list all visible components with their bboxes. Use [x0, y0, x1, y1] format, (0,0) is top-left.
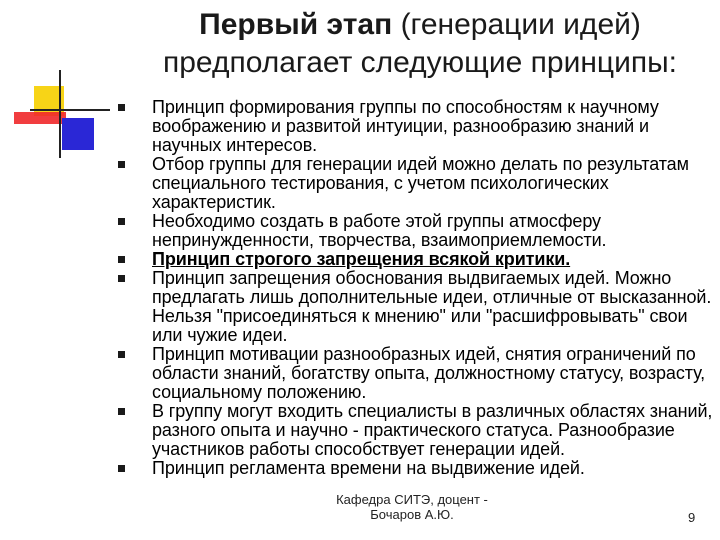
footer-line-2: Бочаров А.Ю. — [370, 507, 454, 522]
bullet-item — [118, 212, 718, 250]
bullet-square-icon — [118, 351, 125, 358]
bullet-square-icon — [118, 104, 125, 111]
bullet-item — [118, 345, 718, 402]
bullet-square-icon — [118, 161, 125, 168]
title-bold-part: Первый этап — [199, 8, 393, 41]
bullet-square-icon — [118, 275, 125, 282]
bullet-text: Принцип формирования группы по способностям к научному воображению и развитой интуиции, разнообразию знаний и научных интересов. — [152, 97, 659, 155]
bullet-item — [118, 459, 718, 478]
title-rest-part: (генерации идей) — [400, 8, 641, 41]
bullet-square-icon — [118, 465, 125, 472]
bullet-square-icon — [118, 408, 125, 415]
bullet-item — [118, 98, 718, 155]
title-line-2: предполагает следующие принципы: — [163, 46, 677, 79]
bullet-item — [118, 402, 718, 459]
slide-title — [130, 6, 710, 82]
bullet-text: Принцип запрещения обоснования выдвигаемых идей. Можно предлагать лишь дополнительные идеи, отличные от высказанной. Нельзя "присоединяться к мнению" или "расшифровывать" свои или чужие идеи. — [152, 268, 712, 345]
bullet-list — [118, 98, 718, 478]
bullet-item — [118, 269, 718, 345]
bullet-text: Принцип мотивации разнообразных идей, снятия ограничений по области знаний, богатству опыта, должностному статусу, возрасту, социальному положению. — [152, 344, 706, 402]
bullet-text: Принцип строгого запрещения всякой критики. — [152, 249, 571, 269]
bullet-text: Необходимо создать в работе этой группы атмосферу непринужденности, творчества, взаимоприемлемости. — [152, 211, 607, 250]
bullet-item-emphasized — [118, 250, 718, 269]
page-number: 9 — [688, 510, 696, 525]
bullet-square-icon — [118, 256, 125, 263]
bullet-text: Отбор группы для генерации идей можно делать по результатам специального тестирования, с учетом психологических характеристик. — [152, 154, 689, 212]
bullet-item — [118, 155, 718, 212]
decorative-squares-graphic — [0, 0, 120, 170]
bullet-text: Принцип регламента времени на выдвижение идей. — [152, 458, 585, 478]
footer-line-1: Кафедра СИТЭ, доцент - — [336, 492, 488, 507]
blue-square — [62, 118, 94, 150]
slide-footer — [322, 492, 502, 522]
bullet-square-icon — [118, 218, 125, 225]
bullet-text: В группу могут входить специалисты в различных областях знаний, разного опыта и научно - практического статуса. Разнообразие участников работы способствует генерации идей. — [152, 401, 713, 459]
red-bar — [14, 112, 66, 124]
